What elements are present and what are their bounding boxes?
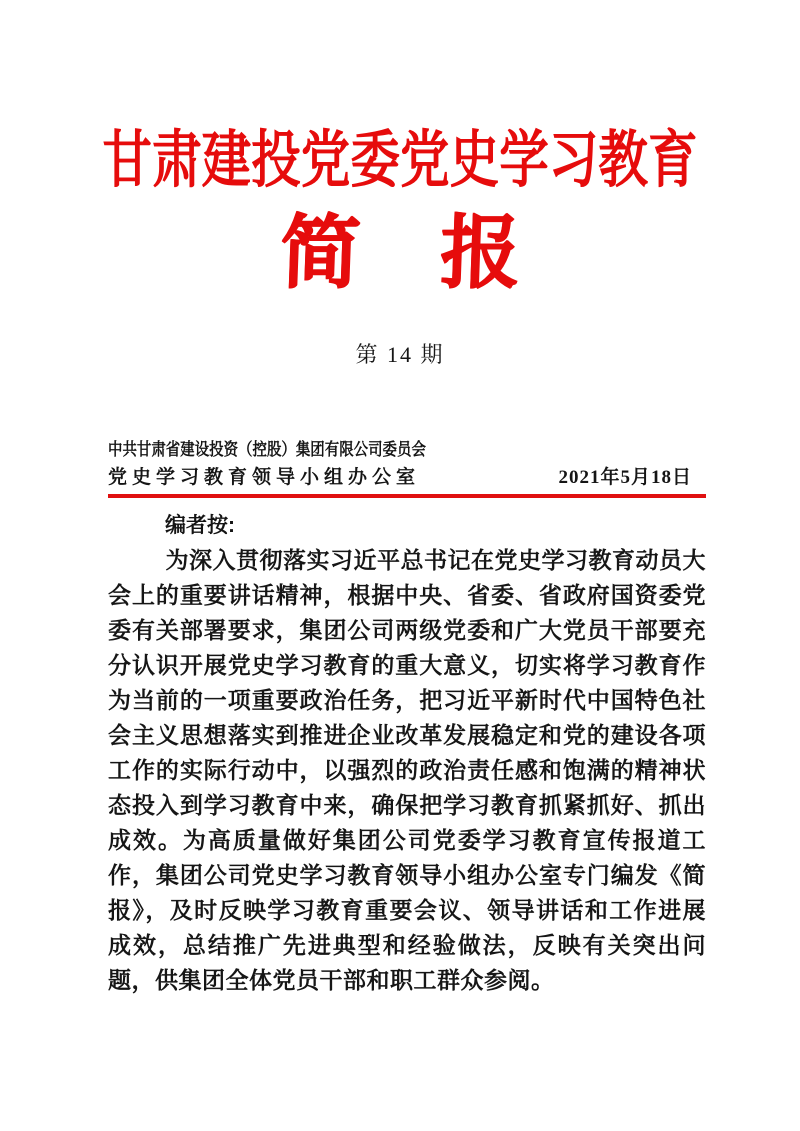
editor-note-body: 为深入贯彻落实习近平总书记在党史学习教育动员大会上的重要讲话精神，根据中央、省委、省政府国资委党委有关部署要求，集团公司两级党委和广大党员干部要充分认识开展党史学习教育的重大意义，切实将学习教育作为当前的一项重要政治任务，把习近平新时代中国特色社会主义思想落实到推进企业改革发展稳定和党的建设各项工作的实际行动中，以强烈的政治责任感和饱满的精神状态投入到学习教育中来，确保把学习教育抓紧抓好、抓出成效。为高质量做好集团公司党委学习教育宣传报道工作，集团公司党史学习教育领导小组办公室专门编发《简报》，及时反映学习教育重要会议、领导讲话和工作进展成效，总结推广先进典型和经验做法，反映有关突出问题，供集团全体党员干部和职工群众参阅。 (108, 548, 706, 993)
publisher-org-line-1: 中共甘肃省建设投资（控股）集团有限公司委员会 (108, 440, 426, 459)
issue-number: 第 14 期 (355, 342, 445, 367)
editor-note-label: 编者按: (165, 514, 235, 537)
masthead-brand: 简 报 (278, 210, 522, 298)
header-block (108, 440, 706, 998)
red-divider-rule (108, 494, 706, 498)
issue-date: 2021年5月18日 (558, 467, 692, 488)
publisher-date-row (108, 465, 706, 491)
publisher-org-line-2: 党史学习教育领导小组办公室 (108, 467, 421, 488)
masthead-title: 甘肃建投党委党史学习教育 (102, 126, 698, 195)
